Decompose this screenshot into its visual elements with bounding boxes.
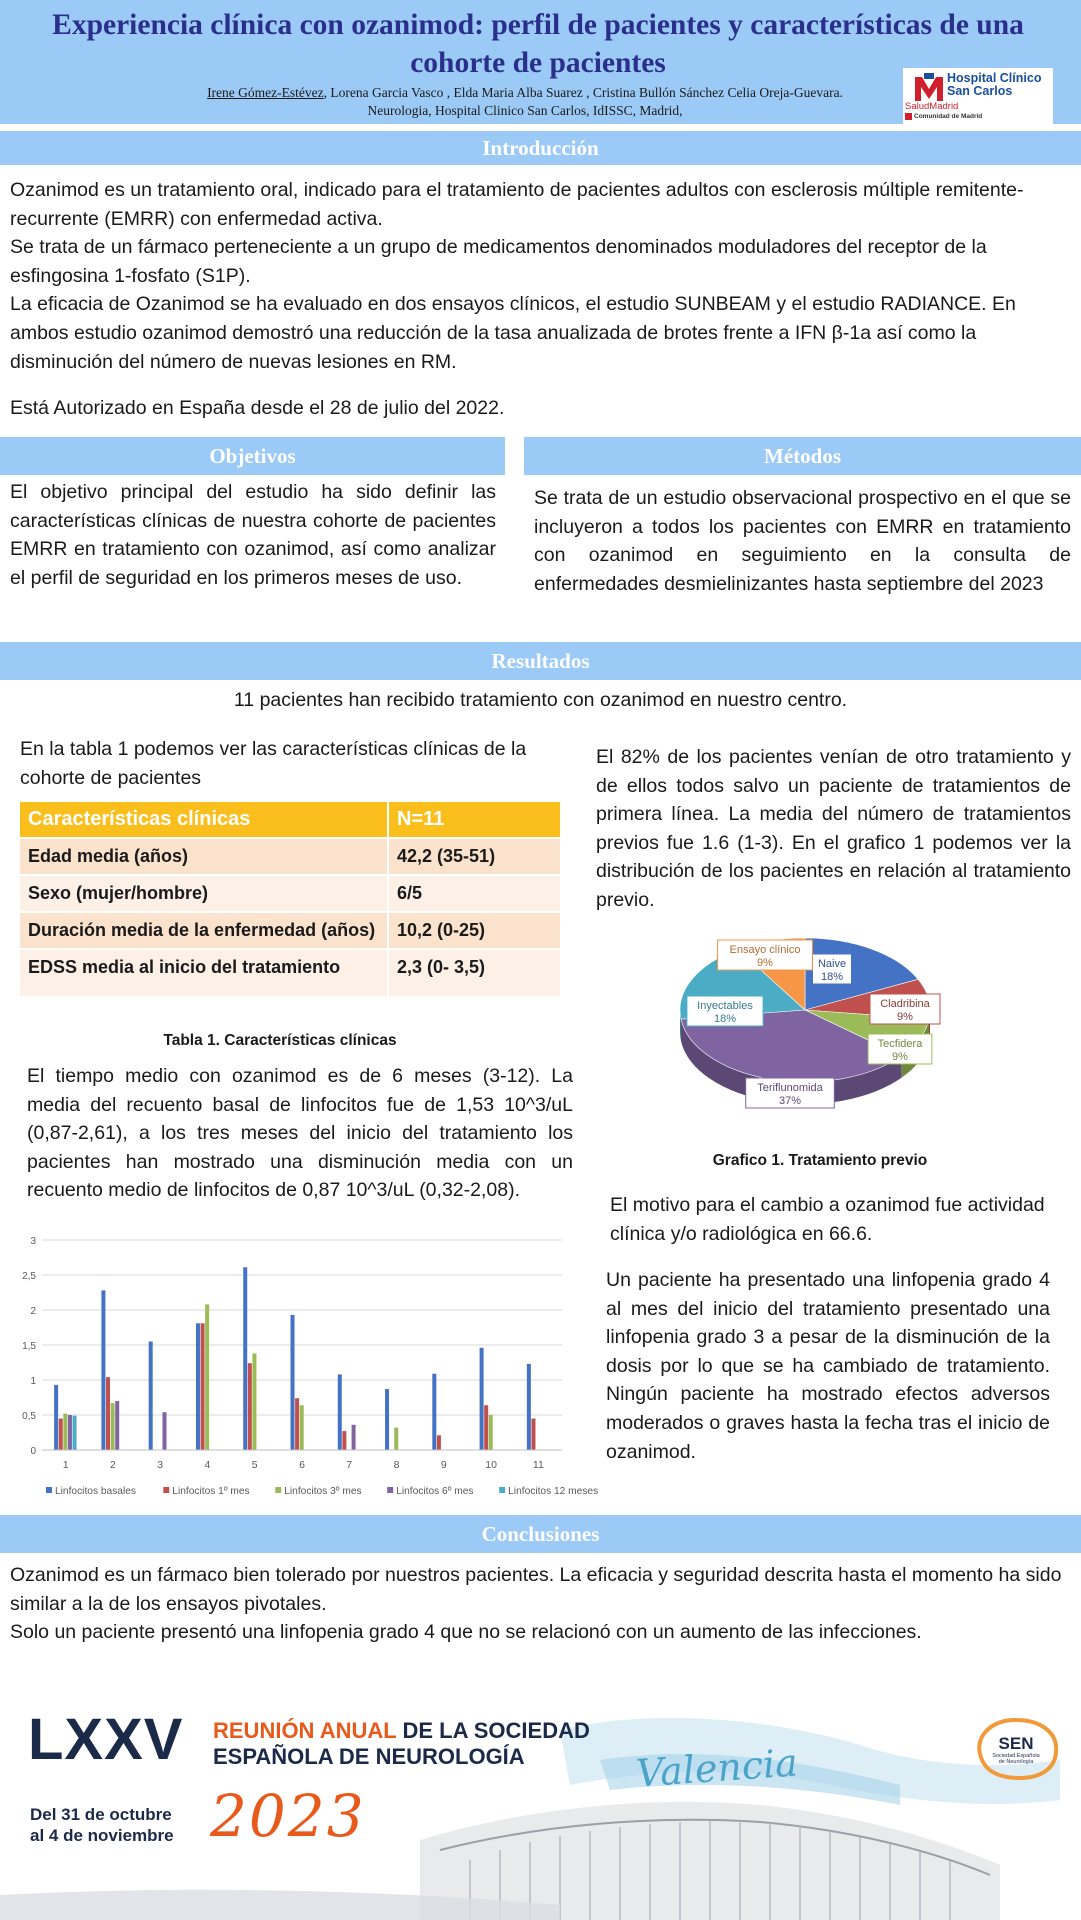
legend-label: Linfocitos 6º mes bbox=[396, 1486, 474, 1497]
y-tick-label: 2,5 bbox=[22, 1271, 36, 1282]
hospital-logo bbox=[903, 68, 1053, 124]
bar-linfocitos-1º-mes bbox=[201, 1323, 205, 1450]
intro-text bbox=[10, 176, 1074, 423]
sen-logo bbox=[970, 1714, 1062, 1786]
x-tick-label: 10 bbox=[485, 1459, 497, 1471]
madrid-m-icon bbox=[913, 73, 945, 103]
bar-linfocitos-basales bbox=[149, 1342, 153, 1451]
table-cell: 2,3 (0- 3,5) bbox=[388, 949, 560, 997]
y-tick-label: 3 bbox=[30, 1236, 36, 1247]
x-tick-label: 7 bbox=[346, 1459, 353, 1471]
bar-linfocitos-6º-mes bbox=[115, 1401, 119, 1450]
table-cell: Duración media de la enfermedad (años) bbox=[20, 912, 388, 949]
bar-linfocitos-basales bbox=[243, 1267, 247, 1450]
legend-swatch bbox=[163, 1487, 169, 1493]
y-tick-label: 2 bbox=[30, 1306, 36, 1317]
pie-percent: 9% bbox=[897, 1011, 913, 1023]
congress-name-1b: DE LA SOCIEDAD bbox=[402, 1718, 590, 1743]
pie-label: Cladribina bbox=[880, 998, 930, 1010]
logo-line2: San Carlos bbox=[947, 84, 1013, 98]
table-cell: Sexo (mujer/hombre) bbox=[20, 875, 388, 912]
bar-linfocitos-1º-mes bbox=[484, 1405, 488, 1450]
bar-linfocitos-1º-mes bbox=[295, 1398, 299, 1450]
pie-label: Inyectables bbox=[697, 1000, 753, 1012]
table-row bbox=[20, 912, 560, 949]
pie-label: Teriflunomida bbox=[757, 1082, 823, 1094]
pie-percent: 18% bbox=[820, 971, 844, 983]
pie-label: Ensayo clínico bbox=[729, 944, 801, 956]
bar-linfocitos-3º-mes bbox=[111, 1403, 115, 1450]
congress-name bbox=[213, 1718, 590, 1770]
intro-p3: La eficacia de Ozanimod se ha evaluado en dos ensayos clínicos, el estudio SUNBEAM y el estudio RADIANCE. En ambos estudio ozanimod demostró una reducción de la tasa anualizada de brotes frente a IFN β-1a así como la disminución del número de nuevas lesiones en RM. bbox=[10, 293, 1016, 373]
bar-linfocitos-1º-mes bbox=[531, 1419, 535, 1451]
congress-year: 2023 bbox=[210, 1782, 366, 1850]
legend-swatch bbox=[499, 1487, 505, 1493]
legend-label: Linfocitos 1º mes bbox=[172, 1486, 250, 1497]
bar-linfocitos-3º-mes bbox=[63, 1414, 67, 1450]
pie-percent: 37% bbox=[778, 1095, 802, 1107]
bar-linfocitos-6º-mes bbox=[68, 1415, 72, 1450]
y-tick-label: 1,5 bbox=[22, 1341, 36, 1352]
x-tick-label: 1 bbox=[62, 1459, 69, 1471]
pie-caption: Grafico 1. Tratamiento previo bbox=[712, 1152, 928, 1169]
congress-name-2: ESPAÑOLA DE NEUROLOGÍA bbox=[213, 1744, 525, 1769]
table-cell: Edad media (años) bbox=[20, 838, 388, 875]
table-cell: EDSS media al inicio del tratamiento bbox=[20, 949, 388, 997]
intro-p2: Se trata de un fármaco perteneciente a un grupo de medicamentos denominados moduladores del receptor de la esfingosina 1-fosfato (S1P). bbox=[10, 236, 987, 287]
pie-label: Tecfidera bbox=[877, 1038, 923, 1050]
characteristics-table bbox=[20, 802, 560, 998]
table-cell: 6/5 bbox=[388, 875, 560, 912]
bar-linfocitos-1º-mes bbox=[106, 1377, 110, 1450]
pie-percent: 9% bbox=[757, 957, 773, 969]
bar-linfocitos-6º-mes bbox=[352, 1425, 356, 1450]
x-tick-label: 4 bbox=[204, 1459, 211, 1471]
legend-swatch bbox=[387, 1487, 393, 1493]
y-tick-label: 0,5 bbox=[22, 1411, 36, 1422]
congress-name-1a: REUNIÓN ANUAL bbox=[213, 1718, 403, 1743]
objetivos-text: El objetivo principal del estudio ha sido definir las características clínicas de nuestra cohorte de pacientes EMRR en tratamiento con ozanimod, así como analizar el perfil de seguridad en los primeros meses de uso. bbox=[10, 481, 496, 589]
x-tick-label: 11 bbox=[532, 1459, 544, 1471]
table-cell: 10,2 (0-25) bbox=[388, 912, 560, 949]
bar-linfocitos-basales bbox=[54, 1385, 58, 1450]
table-cell: 42,2 (35-51) bbox=[388, 838, 560, 875]
pie-percent: 9% bbox=[892, 1051, 908, 1063]
bar-linfocitos-12-meses bbox=[73, 1416, 77, 1450]
bar-linfocitos-1º-mes bbox=[248, 1363, 252, 1450]
congress-dates bbox=[30, 1804, 174, 1846]
logo-comunidad: Comunidad de Madrid bbox=[905, 113, 982, 120]
bar-linfocitos-basales bbox=[527, 1364, 531, 1450]
bar-linfocitos-3º-mes bbox=[252, 1353, 256, 1450]
bar-linfocitos-basales bbox=[432, 1374, 436, 1450]
lymphocyte-text: El tiempo medio con ozanimod es de 6 meses (3-12). La media del recuento basal de linfocitos fue de 1,53 10^3/uL (0,87-2,61), a los tres meses del inicio del tratamiento los pacientes han mostrado una disminución media con un recuento medio de linfocitos de 0,87 10^3/uL (0,32-2,08). bbox=[27, 1065, 573, 1202]
motivo-text: El motivo para el cambio a ozanimod fue actividad clínica y/o radiológica en 66.6. bbox=[610, 1194, 1045, 1245]
bar-linfocitos-basales bbox=[338, 1374, 342, 1450]
conclusiones-p1: Ozanimod es un fármaco bien tolerado por nuestros pacientes. La eficacia y seguridad descrita hasta el momento ha sido similar a la de los ensayos pivotales. bbox=[10, 1564, 1062, 1615]
table-header-label: Características clínicas bbox=[20, 802, 388, 838]
bar-linfocitos-3º-mes bbox=[205, 1304, 209, 1450]
previous-treatment-pie-chart bbox=[680, 930, 960, 1130]
x-tick-label: 8 bbox=[393, 1459, 400, 1471]
previous-treatment-text: El 82% de los pacientes venían de otro tratamiento y de ellos todos salvo un paciente de tratamientos de primera línea. La media del número de tratamientos previos fue 1.6 (1-3). En el grafico 1 podemos ver la distribución de los pacientes en relación al tratamiento previo. bbox=[596, 746, 1071, 911]
bar-linfocitos-1º-mes bbox=[437, 1435, 441, 1450]
x-tick-label: 9 bbox=[440, 1459, 447, 1471]
objetivos-heading: Objetivos bbox=[0, 437, 505, 475]
congress-roman-numeral: LXXV bbox=[28, 1707, 184, 1772]
x-tick-label: 6 bbox=[299, 1459, 305, 1471]
intro-p4: Está Autorizado en España desde el 28 de julio del 2022. bbox=[10, 397, 505, 420]
table-caption: Tabla 1. Características clínicas bbox=[163, 1032, 397, 1049]
bar-linfocitos-basales bbox=[196, 1323, 200, 1450]
legend-label: Linfocitos 3º mes bbox=[284, 1486, 362, 1497]
affiliation: Neurologia, Hospital Clinico San Carlos, IdISSC, Madrid, bbox=[367, 103, 683, 118]
table-row bbox=[20, 838, 560, 875]
congress-city: Valencia bbox=[634, 1740, 800, 1796]
logo-salud: SaludMadrid bbox=[905, 101, 959, 112]
logo-line1: Hospital Clínico bbox=[947, 71, 1042, 85]
y-tick-label: 0 bbox=[30, 1446, 36, 1457]
bar-linfocitos-1º-mes bbox=[342, 1431, 346, 1450]
first-author: Irene Gómez-Estévez bbox=[207, 85, 324, 100]
co-authors: , Lorena Garcia Vasco , Elda Maria Alba Suarez , Cristina Bullón Sánchez Celia Oreja-Guevara. bbox=[323, 85, 843, 100]
table-header-row bbox=[20, 802, 560, 838]
metodos-text: Se trata de un estudio observacional prospectivo en el que se incluyeron a todos los pacientes con EMRR en tratamiento con ozanimod en seguimiento en la consulta de enfermedades desmielinizantes hasta septiembre del 2023 bbox=[534, 487, 1071, 595]
legend-swatch bbox=[46, 1487, 52, 1493]
bar-linfocitos-basales bbox=[101, 1290, 105, 1450]
x-tick-label: 5 bbox=[251, 1459, 258, 1471]
x-tick-label: 3 bbox=[157, 1459, 164, 1471]
metodos-heading: Métodos bbox=[524, 437, 1081, 475]
legend-label: Linfocitos basales bbox=[55, 1486, 136, 1497]
safety-text: Un paciente ha presentado una linfopenia grado 4 al mes del inicio del tratamiento presentado una linfopenia grado 3 a pesar de la disminución de la dosis por lo que se ha cambiado de tratamiento. Ningún paciente ha mostrado efectos adversos moderados o graves hasta la fecha tras el inicio de ozanimod. bbox=[606, 1269, 1050, 1463]
table-row bbox=[20, 875, 560, 912]
table-intro: En la tabla 1 podemos ver las características clínicas de la cohorte de pacientes bbox=[20, 738, 527, 789]
intro-heading: Introducción bbox=[0, 131, 1081, 165]
sen-sub: Sociedad Española de Neurología bbox=[992, 1753, 1040, 1765]
bar-linfocitos-3º-mes bbox=[300, 1405, 304, 1450]
poster-title: Experiencia clínica con ozanimod: perfil de pacientes y características de una cohorte de pacientes bbox=[52, 9, 1024, 79]
bar-linfocitos-3º-mes bbox=[489, 1415, 493, 1450]
dates-line-2: al 4 de noviembre bbox=[30, 1826, 174, 1845]
intro-p1: Ozanimod es un tratamiento oral, indicado para el tratamiento de pacientes adultos con esclerosis múltiple remitente-recurrente (EMRR) con enfermedad activa. bbox=[10, 179, 1024, 230]
congress-banner bbox=[0, 1690, 1081, 1920]
sen-label: SEN bbox=[998, 1734, 1034, 1753]
dates-line-1: Del 31 de octubre bbox=[30, 1805, 172, 1824]
pie-percent: 18% bbox=[713, 1013, 737, 1025]
bar-linfocitos-basales bbox=[291, 1315, 295, 1450]
legend-swatch bbox=[275, 1487, 281, 1493]
authors-block bbox=[100, 84, 950, 120]
bar-linfocitos-6º-mes bbox=[162, 1412, 166, 1450]
bar-linfocitos-basales bbox=[480, 1348, 484, 1450]
y-tick-label: 1 bbox=[30, 1376, 36, 1387]
results-summary: 11 pacientes han recibido tratamiento con ozanimod en nuestro centro. bbox=[233, 689, 848, 711]
table-header-n: N=11 bbox=[388, 802, 560, 838]
table-row bbox=[20, 949, 560, 997]
conclusiones-text bbox=[10, 1561, 1074, 1647]
conclusiones-heading: Conclusiones bbox=[0, 1515, 1081, 1553]
resultados-heading: Resultados bbox=[0, 642, 1081, 680]
pie-label: Naive bbox=[817, 958, 847, 970]
bar-linfocitos-1º-mes bbox=[59, 1419, 63, 1451]
x-tick-label: 2 bbox=[109, 1459, 116, 1471]
bar-linfocitos-3º-mes bbox=[394, 1428, 398, 1450]
lymphocyte-bar-chart bbox=[10, 1232, 599, 1502]
comunidad-flag-icon bbox=[905, 113, 912, 120]
bar-linfocitos-basales bbox=[385, 1389, 389, 1450]
conclusiones-p2: Solo un paciente presentó una linfopenia grado 4 que no se relacionó con un aumento de las infecciones. bbox=[10, 1621, 922, 1644]
legend-label: Linfocitos 12 meses bbox=[508, 1486, 599, 1497]
